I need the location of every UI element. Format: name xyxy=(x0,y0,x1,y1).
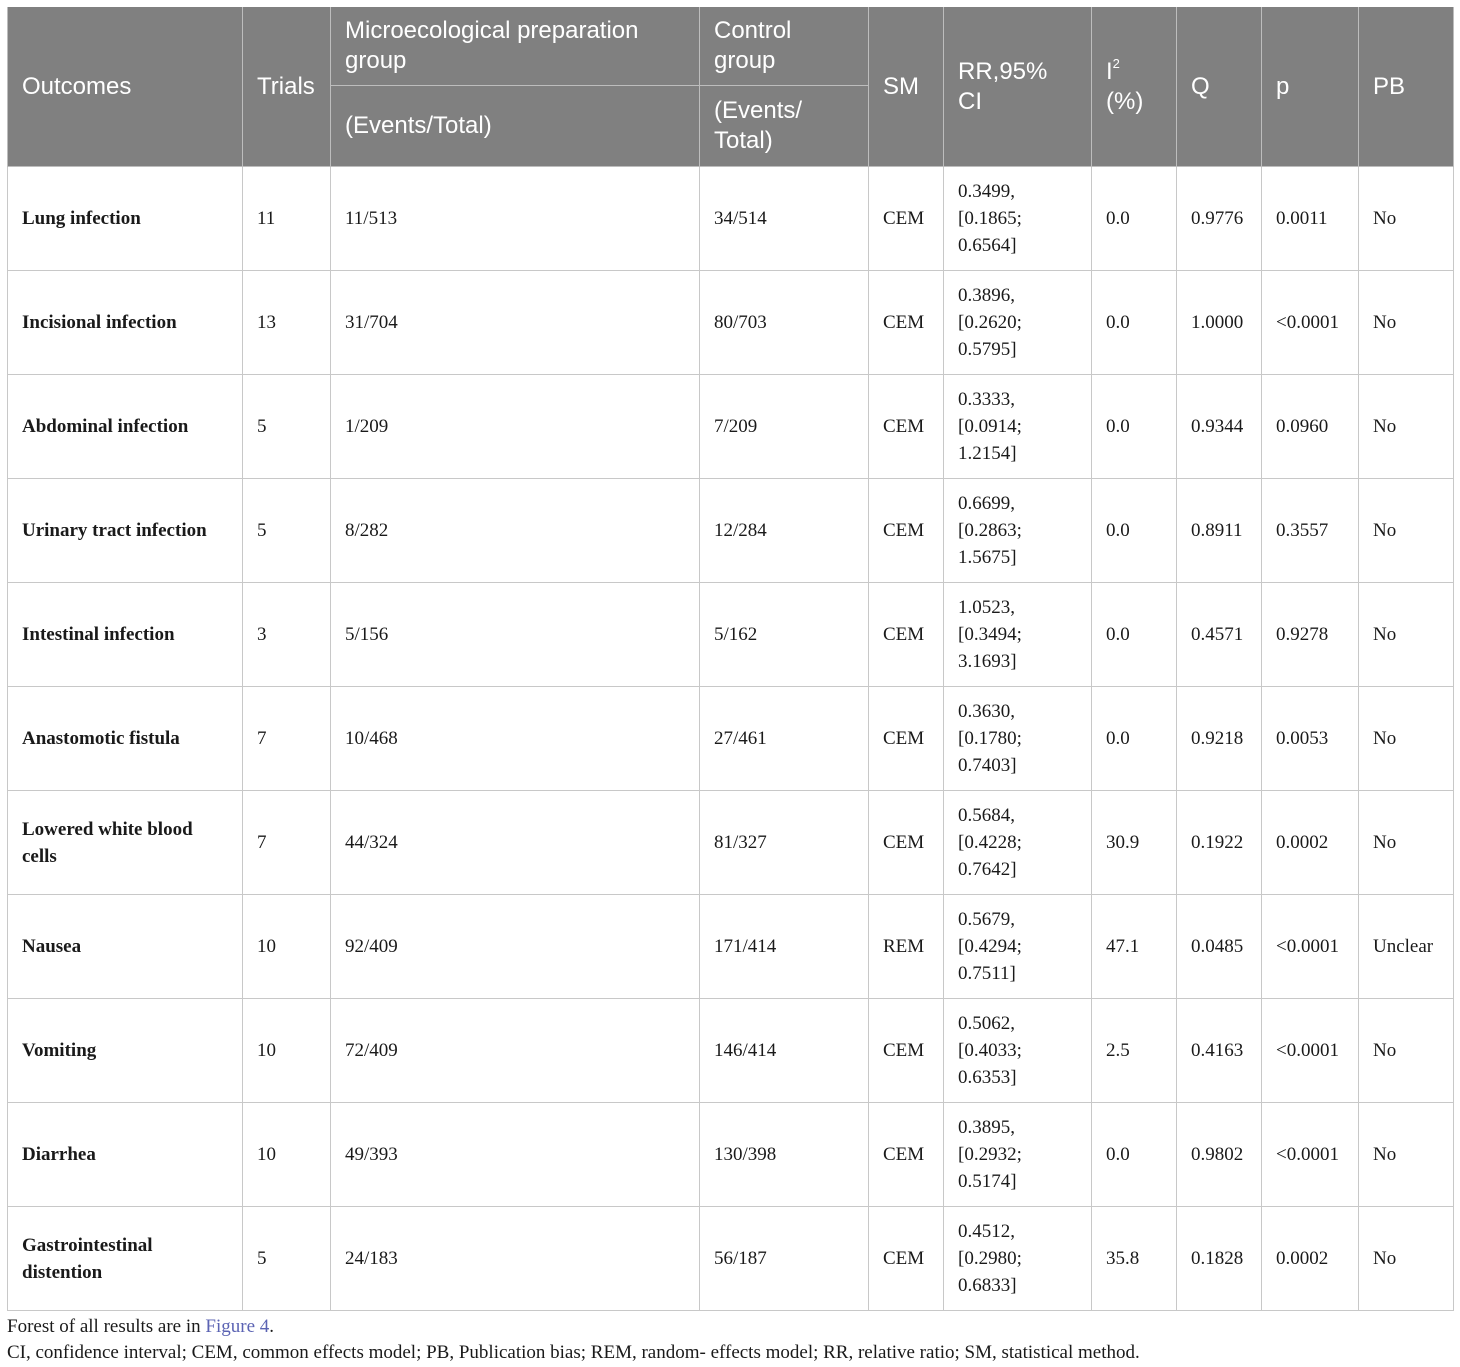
cell-q: 0.9218 xyxy=(1177,687,1262,791)
cell-q: 0.8911 xyxy=(1177,479,1262,583)
rr-ci-line: 0.3499, xyxy=(958,181,1015,202)
cell-sm: CEM xyxy=(869,687,944,791)
footnote-suffix: . xyxy=(269,1316,275,1337)
cell-i2: 0.0 xyxy=(1092,687,1177,791)
cell-control-events: 80/703 xyxy=(700,271,869,375)
table-body xyxy=(8,167,1454,1311)
header-outcomes: Outcomes xyxy=(8,7,243,167)
header-i2-base: I xyxy=(1106,57,1113,85)
cell-q: 0.0485 xyxy=(1177,895,1262,999)
table-row xyxy=(8,583,1454,687)
rr-ci-line: 1.2154] xyxy=(958,443,1017,464)
cell-i2: 0.0 xyxy=(1092,583,1177,687)
cell-q: 0.1828 xyxy=(1177,1207,1262,1311)
rr-ci-line: 0.7511] xyxy=(958,963,1016,984)
cell-control-events: 146/414 xyxy=(700,999,869,1103)
footnote-abbreviations: CI, confidence interval; CEM, common effects model; PB, Publication bias; REM, random- effects model; RR, relative ratio; SM, statistical method. xyxy=(7,1342,1140,1363)
figure-4-link[interactable]: Figure 4 xyxy=(205,1316,270,1337)
rr-ci-line: 3.1693] xyxy=(958,651,1017,672)
cell-micro-events: 5/156 xyxy=(331,583,700,687)
cell-i2: 35.8 xyxy=(1092,1207,1177,1311)
cell-outcome: Abdominal infection xyxy=(8,375,243,479)
cell-control-events: 130/398 xyxy=(700,1103,869,1207)
cell-i2: 0.0 xyxy=(1092,375,1177,479)
cell-rr-ci xyxy=(944,791,1092,895)
cell-micro-events: 72/409 xyxy=(331,999,700,1103)
cell-rr-ci xyxy=(944,1207,1092,1311)
cell-trials: 7 xyxy=(243,687,331,791)
rr-ci-line: 0.5684, xyxy=(958,805,1015,826)
cell-control-events: 5/162 xyxy=(700,583,869,687)
rr-ci-line: [0.0914; xyxy=(958,416,1022,437)
cell-micro-events: 44/324 xyxy=(331,791,700,895)
cell-sm: CEM xyxy=(869,1103,944,1207)
cell-outcome: Vomiting xyxy=(8,999,243,1103)
cell-q: 1.0000 xyxy=(1177,271,1262,375)
header-trials: Trials xyxy=(243,7,331,167)
header-pb: PB xyxy=(1359,7,1454,167)
cell-outcome: Diarrhea xyxy=(8,1103,243,1207)
rr-ci-line: 0.5679, xyxy=(958,909,1015,930)
table-header xyxy=(8,7,1454,167)
rr-ci-line: 0.6564] xyxy=(958,235,1017,256)
cell-pb: No xyxy=(1359,167,1454,271)
cell-trials: 5 xyxy=(243,1207,331,1311)
cell-q: 0.9344 xyxy=(1177,375,1262,479)
cell-sm: CEM xyxy=(869,1207,944,1311)
cell-outcome: Nausea xyxy=(8,895,243,999)
cell-outcome: Incisional infection xyxy=(8,271,243,375)
cell-trials: 5 xyxy=(243,479,331,583)
cell-rr-ci xyxy=(944,1103,1092,1207)
cell-sm: CEM xyxy=(869,167,944,271)
header-i2 xyxy=(1092,7,1177,167)
rr-ci-line: [0.2863; xyxy=(958,520,1022,541)
cell-sm: REM xyxy=(869,895,944,999)
table-row xyxy=(8,375,1454,479)
cell-outcome: Gastrointestinal distention xyxy=(8,1207,243,1311)
cell-p: <0.0001 xyxy=(1262,999,1359,1103)
cell-trials: 13 xyxy=(243,271,331,375)
cell-pb: No xyxy=(1359,375,1454,479)
cell-outcome: Intestinal infection xyxy=(8,583,243,687)
cell-micro-events: 24/183 xyxy=(331,1207,700,1311)
header-micro-group: Microecological preparation group xyxy=(331,7,700,86)
cell-rr-ci xyxy=(944,583,1092,687)
cell-trials: 3 xyxy=(243,583,331,687)
cell-pb: No xyxy=(1359,1207,1454,1311)
cell-pb: No xyxy=(1359,479,1454,583)
footnote-figure-reference xyxy=(7,1314,1453,1340)
results-table xyxy=(7,7,1454,1311)
cell-q: 0.9802 xyxy=(1177,1103,1262,1207)
cell-rr-ci xyxy=(944,375,1092,479)
rr-ci-line: [0.2620; xyxy=(958,312,1022,333)
cell-sm: CEM xyxy=(869,479,944,583)
rr-ci-line: [0.2980; xyxy=(958,1248,1022,1269)
cell-control-events: 171/414 xyxy=(700,895,869,999)
rr-ci-line: 0.5062, xyxy=(958,1013,1015,1034)
table-row xyxy=(8,479,1454,583)
header-q: Q xyxy=(1177,7,1262,167)
cell-micro-events: 49/393 xyxy=(331,1103,700,1207)
cell-p: <0.0001 xyxy=(1262,1103,1359,1207)
cell-i2: 47.1 xyxy=(1092,895,1177,999)
rr-ci-line: [0.4294; xyxy=(958,936,1022,957)
cell-trials: 7 xyxy=(243,791,331,895)
cell-i2: 0.0 xyxy=(1092,479,1177,583)
cell-rr-ci xyxy=(944,271,1092,375)
table-row xyxy=(8,791,1454,895)
cell-control-events: 12/284 xyxy=(700,479,869,583)
cell-q: 0.4163 xyxy=(1177,999,1262,1103)
cell-rr-ci xyxy=(944,895,1092,999)
rr-ci-line: [0.2932; xyxy=(958,1144,1022,1165)
rr-ci-line: 0.7642] xyxy=(958,859,1017,880)
cell-i2: 2.5 xyxy=(1092,999,1177,1103)
rr-ci-line: 1.5675] xyxy=(958,547,1017,568)
cell-p: 0.0002 xyxy=(1262,791,1359,895)
cell-pb: No xyxy=(1359,687,1454,791)
rr-ci-line: [0.4033; xyxy=(958,1040,1022,1061)
cell-trials: 10 xyxy=(243,999,331,1103)
cell-p: 0.0960 xyxy=(1262,375,1359,479)
table-footnotes xyxy=(7,1314,1453,1366)
cell-control-events: 34/514 xyxy=(700,167,869,271)
cell-p: 0.0002 xyxy=(1262,1207,1359,1311)
cell-p: 0.0011 xyxy=(1262,167,1359,271)
cell-micro-events: 8/282 xyxy=(331,479,700,583)
rr-ci-line: [0.4228; xyxy=(958,832,1022,853)
table-row xyxy=(8,895,1454,999)
cell-rr-ci xyxy=(944,999,1092,1103)
rr-ci-line: 0.3896, xyxy=(958,285,1015,306)
cell-i2: 0.0 xyxy=(1092,271,1177,375)
cell-control-events: 27/461 xyxy=(700,687,869,791)
table-row xyxy=(8,167,1454,271)
cell-pb: No xyxy=(1359,583,1454,687)
cell-pb: No xyxy=(1359,999,1454,1103)
cell-outcome: Urinary tract infection xyxy=(8,479,243,583)
table-row xyxy=(8,1207,1454,1311)
cell-micro-events: 11/513 xyxy=(331,167,700,271)
rr-ci-line: 0.5795] xyxy=(958,339,1017,360)
rr-ci-line: [0.1865; xyxy=(958,208,1022,229)
cell-rr-ci xyxy=(944,479,1092,583)
cell-sm: CEM xyxy=(869,271,944,375)
cell-trials: 11 xyxy=(243,167,331,271)
cell-micro-events: 10/468 xyxy=(331,687,700,791)
cell-trials: 10 xyxy=(243,895,331,999)
header-micro-sub: (Events/Total) xyxy=(331,86,700,167)
table-row xyxy=(8,687,1454,791)
cell-outcome: Lung infection xyxy=(8,167,243,271)
rr-ci-line: 1.0523, xyxy=(958,597,1015,618)
cell-pb: No xyxy=(1359,271,1454,375)
header-i2-sup: 2 xyxy=(1112,55,1120,71)
header-control-group: Control group xyxy=(700,7,869,86)
rr-ci-line: 0.6353] xyxy=(958,1067,1017,1088)
table-row xyxy=(8,1103,1454,1207)
table-row xyxy=(8,999,1454,1103)
cell-sm: CEM xyxy=(869,375,944,479)
cell-p: 0.3557 xyxy=(1262,479,1359,583)
header-sm: SM xyxy=(869,7,944,167)
cell-i2: 0.0 xyxy=(1092,167,1177,271)
cell-micro-events: 92/409 xyxy=(331,895,700,999)
cell-q: 0.9776 xyxy=(1177,167,1262,271)
cell-outcome: Lowered white blood cells xyxy=(8,791,243,895)
header-control-sub: (Events/ Total) xyxy=(700,86,869,167)
cell-pb: No xyxy=(1359,791,1454,895)
rr-ci-line: 0.3895, xyxy=(958,1117,1015,1138)
cell-trials: 5 xyxy=(243,375,331,479)
rr-ci-line: 0.7403] xyxy=(958,755,1017,776)
cell-control-events: 81/327 xyxy=(700,791,869,895)
rr-ci-line: 0.3333, xyxy=(958,389,1015,410)
rr-ci-line: 0.3630, xyxy=(958,701,1015,722)
cell-pb: Unclear xyxy=(1359,895,1454,999)
cell-control-events: 7/209 xyxy=(700,375,869,479)
cell-i2: 0.0 xyxy=(1092,1103,1177,1207)
cell-p: <0.0001 xyxy=(1262,271,1359,375)
header-rr: RR,95% CI xyxy=(944,7,1092,167)
cell-micro-events: 31/704 xyxy=(331,271,700,375)
rr-ci-line: [0.3494; xyxy=(958,624,1022,645)
rr-ci-line: 0.4512, xyxy=(958,1221,1015,1242)
cell-sm: CEM xyxy=(869,791,944,895)
rr-ci-line: 0.6699, xyxy=(958,493,1015,514)
header-i2-unit: (%) xyxy=(1106,87,1144,115)
rr-ci-line: 0.6833] xyxy=(958,1275,1017,1296)
cell-trials: 10 xyxy=(243,1103,331,1207)
cell-q: 0.1922 xyxy=(1177,791,1262,895)
rr-ci-line: [0.1780; xyxy=(958,728,1022,749)
cell-p: 0.0053 xyxy=(1262,687,1359,791)
cell-i2: 30.9 xyxy=(1092,791,1177,895)
rr-ci-line: 0.5174] xyxy=(958,1171,1017,1192)
results-table-container xyxy=(7,7,1453,1311)
cell-micro-events: 1/209 xyxy=(331,375,700,479)
table-row xyxy=(8,271,1454,375)
cell-q: 0.4571 xyxy=(1177,583,1262,687)
cell-pb: No xyxy=(1359,1103,1454,1207)
cell-p: <0.0001 xyxy=(1262,895,1359,999)
cell-outcome: Anastomotic fistula xyxy=(8,687,243,791)
footnote-prefix: Forest of all results are in xyxy=(7,1316,206,1337)
cell-sm: CEM xyxy=(869,583,944,687)
cell-rr-ci xyxy=(944,687,1092,791)
header-p: p xyxy=(1262,7,1359,167)
cell-control-events: 56/187 xyxy=(700,1207,869,1311)
cell-rr-ci xyxy=(944,167,1092,271)
cell-sm: CEM xyxy=(869,999,944,1103)
cell-p: 0.9278 xyxy=(1262,583,1359,687)
